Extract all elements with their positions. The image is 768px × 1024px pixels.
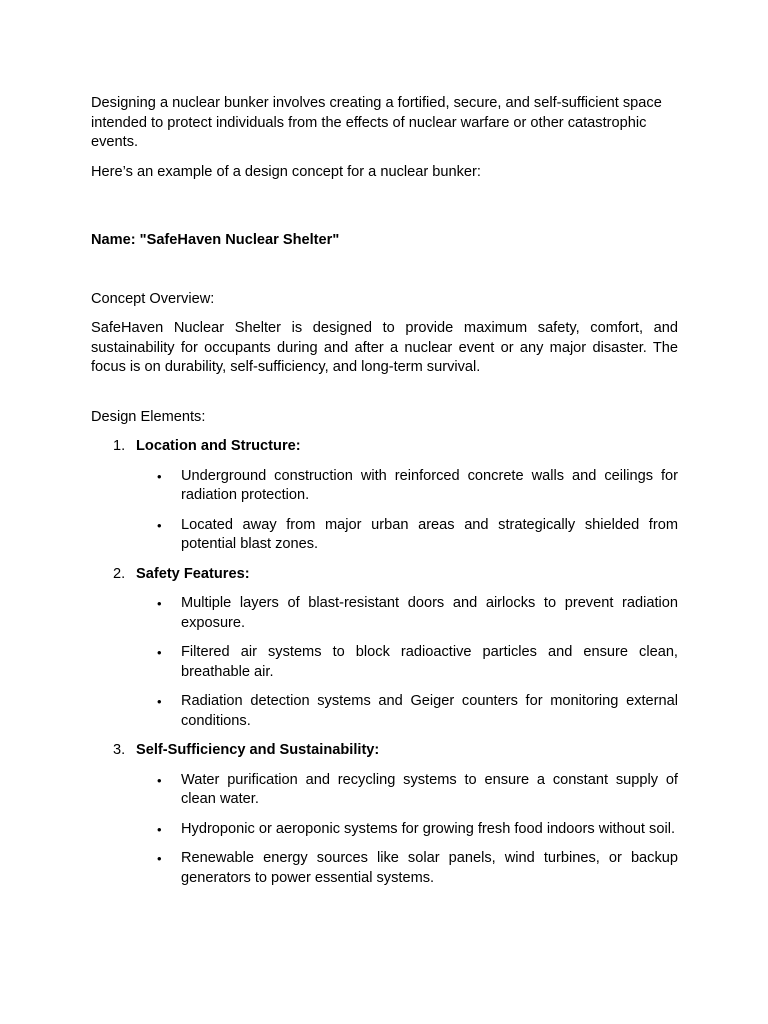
list-item-text: Multiple layers of blast-resistant doors and airlocks to prevent radiation exposure. xyxy=(181,595,678,631)
bullet-icon: • xyxy=(157,468,162,484)
bullet-list xyxy=(91,594,678,731)
section-self-sufficiency xyxy=(91,741,678,888)
bullet-icon: • xyxy=(157,821,162,837)
list-item-text: Hydroponic or aeroponic systems for growing fresh food indoors without soil. xyxy=(181,820,675,837)
bullet-icon: • xyxy=(157,694,162,709)
bullet-list xyxy=(91,467,678,555)
section-title: Safety Features: xyxy=(136,565,250,582)
list-item-text: Renewable energy sources like solar panels, wind turbines, or backup generators to power essential systems. xyxy=(181,850,678,886)
list-item xyxy=(91,771,678,810)
shelter-name: Name: "SafeHaven Nuclear Shelter" xyxy=(91,232,340,248)
bullet-icon: • xyxy=(157,772,162,788)
section-number: 1. xyxy=(113,438,126,454)
section-title: Self-Sufficiency and Sustainability: xyxy=(136,742,380,758)
list-item-text: Radiation detection systems and Geiger counters for monitoring external conditions. xyxy=(181,693,678,729)
list-item-text: Underground construction with reinforced concrete walls and ceilings for radiation protection. xyxy=(181,467,678,503)
section-number: 3. xyxy=(113,742,126,758)
intro-example-line: Here’s an example of a design concept for a nuclear bunker: xyxy=(91,163,481,180)
list-item xyxy=(91,643,678,682)
list-item xyxy=(91,820,678,840)
section-title: Location and Structure: xyxy=(136,438,301,454)
list-item-text: Filtered air systems to block radioactive particles and ensure clean, breathable air. xyxy=(181,644,678,680)
intro-paragraph: Designing a nuclear bunker involves creating a fortified, secure, and self-sufficient space intended to protect individuals from the effects of nuclear warfare or other catastrophic events. xyxy=(91,95,662,150)
section-number: 2. xyxy=(113,565,126,582)
section-heading xyxy=(91,437,678,457)
section-heading xyxy=(91,741,678,761)
bullet-icon: • xyxy=(157,596,162,611)
list-item-text: Water purification and recycling systems to ensure a constant supply of clean water. xyxy=(181,771,678,807)
section-heading xyxy=(91,565,678,585)
concept-overview-text: SafeHaven Nuclear Shelter is designed to provide maximum safety, comfort, and sustainability for occupants during and after a nuclear event or any major disaster. The focus is on durability, self-sufficiency, and long-term survival. xyxy=(91,320,678,375)
document-page xyxy=(91,94,678,898)
list-item xyxy=(91,467,678,506)
section-safety-features xyxy=(91,565,678,732)
bullet-icon: • xyxy=(157,645,162,660)
design-elements-heading: Design Elements: xyxy=(91,408,206,425)
section-location-structure xyxy=(91,437,678,555)
concept-overview-heading: Concept Overview: xyxy=(91,290,215,307)
design-elements-list xyxy=(91,437,678,888)
bullet-list xyxy=(91,771,678,889)
list-item xyxy=(91,849,678,888)
bullet-icon: • xyxy=(157,517,162,533)
list-item xyxy=(91,692,678,731)
list-item xyxy=(91,594,678,633)
bullet-icon: • xyxy=(157,851,162,866)
list-item xyxy=(91,516,678,555)
list-item-text: Located away from major urban areas and strategically shielded from potential blast zones. xyxy=(181,516,678,552)
